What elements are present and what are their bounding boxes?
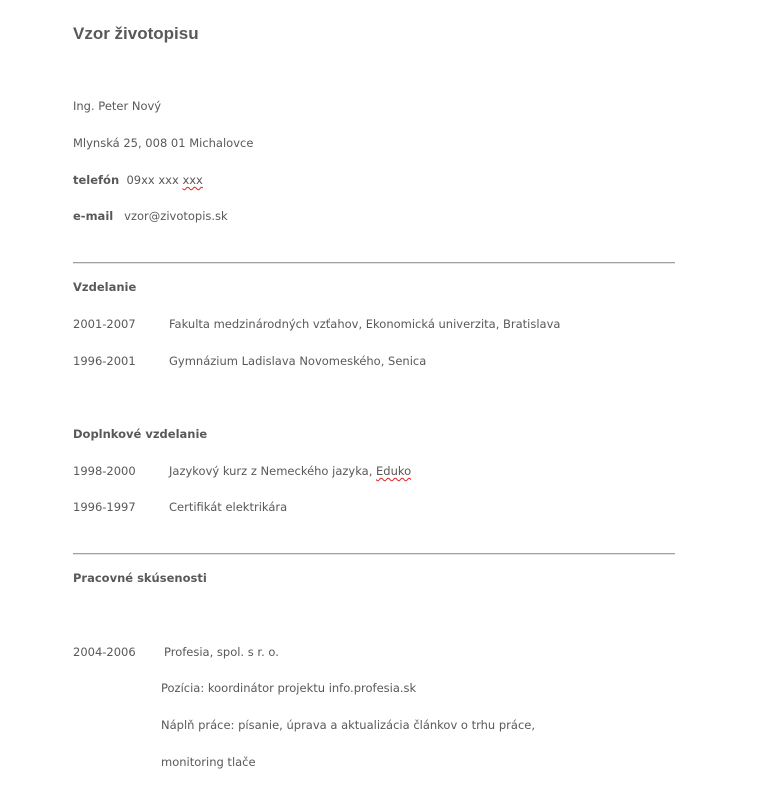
phone-label: telefón <box>73 173 120 187</box>
job-company: Profesia, spol. s r. o. <box>164 645 279 659</box>
email-label: e-mail <box>73 209 114 223</box>
section-divider <box>73 553 675 555</box>
job-years: 2004-2006 <box>73 645 136 659</box>
additional-education-text: Jazykový kurz z Nemeckého jazyka, Eduko <box>169 464 412 478</box>
contact-email <box>73 209 228 223</box>
phone-value-misspelled: xxx <box>182 173 203 187</box>
education-text: Fakulta medzinárodných vzťahov, Ekonomická univerzita, Bratislava <box>169 317 561 331</box>
job-position: Pozícia: koordinátor projektu info.profesia.sk <box>161 681 417 695</box>
education-heading: Vzdelanie <box>73 280 137 294</box>
contact-name: Ing. Peter Nový <box>73 99 162 113</box>
additional-education-years: 1998-2000 <box>73 464 136 478</box>
email-value: vzor@zivotopis.sk <box>124 209 228 223</box>
additional-education-text: Certifikát elektrikára <box>169 500 288 514</box>
additional-education-heading: Doplnkové vzdelanie <box>73 427 208 441</box>
additional-education-years: 1996-1997 <box>73 500 136 514</box>
section-divider <box>73 262 675 264</box>
education-years: 2001-2007 <box>73 317 136 331</box>
contact-phone <box>73 173 203 187</box>
misspelled-word: Eduko <box>376 464 412 478</box>
experience-heading: Pracovné skúsenosti <box>73 571 207 585</box>
page-title: Vzor životopisu <box>73 24 199 43</box>
contact-address: Mlynská 25, 008 01 Michalovce <box>73 136 254 150</box>
job-duties-continued: monitoring tlače <box>161 755 256 769</box>
education-years: 1996-2001 <box>73 354 136 368</box>
job-duties: Náplň práce: písanie, úprava a aktualizácia článkov o trhu práce, <box>161 718 536 732</box>
phone-value: 09xx xxx <box>126 173 183 187</box>
education-text: Gymnázium Ladislava Novomeského, Senica <box>169 354 427 368</box>
